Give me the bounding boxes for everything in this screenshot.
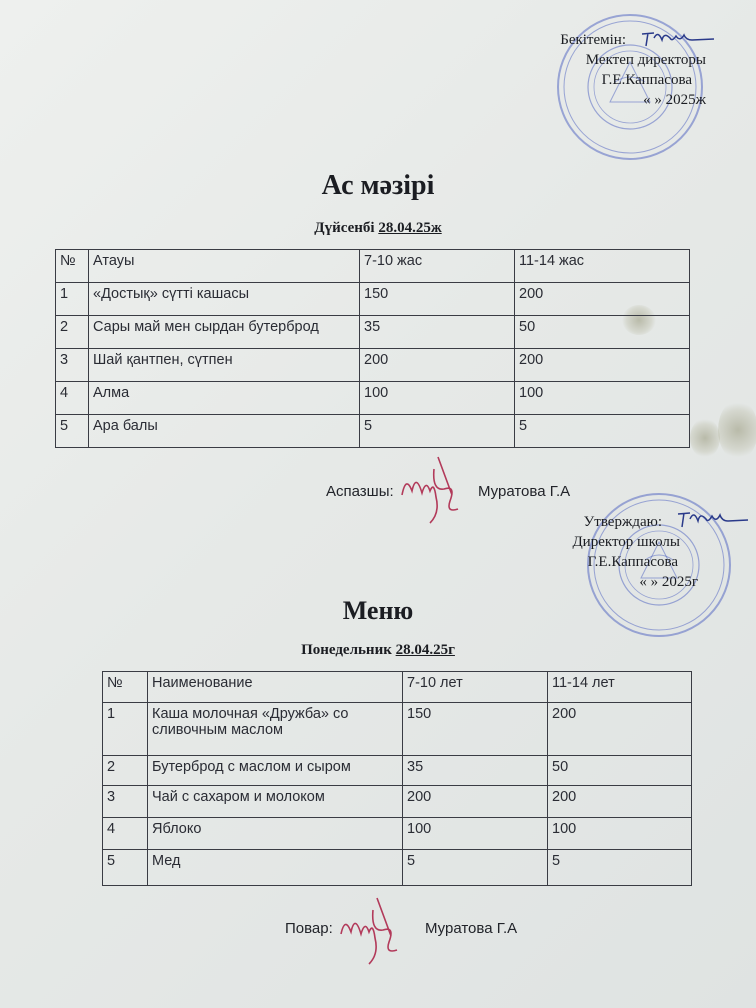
table-cell: 200 [403,786,548,818]
stain [690,418,720,458]
director-signature [640,26,716,50]
table-row [103,818,692,850]
header-cell: 11-14 жас [515,250,690,283]
page-title-ru: Меню [342,596,414,625]
cook-signature [335,894,407,970]
table-cell: Сары май мен сырдан бутерброд [89,316,360,349]
header-cell: № [56,250,89,283]
table-cell: 3 [56,349,89,382]
table-cell: Шай қантпен, сүтпен [89,349,360,382]
cook-name: Муратова Г.А [478,483,571,500]
header-cell: Наименование [148,672,403,703]
table-cell: Чай с сахаром и молоком [148,786,403,818]
table-cell: 1 [103,703,148,756]
table-cell: 150 [403,703,548,756]
table-header-row [103,672,692,703]
table-cell: Алма [89,382,360,415]
approval-label: Бекітемін: [560,32,626,48]
table-cell: 50 [515,316,690,349]
cook-label: Повар: [285,920,333,937]
table-cell: Яблоко [148,818,403,850]
table-cell: 200 [515,283,690,316]
table-cell: 100 [403,818,548,850]
table-row [56,316,690,349]
director-signature [676,506,752,532]
table-cell: 5 [403,850,548,886]
table-cell: 4 [103,818,148,850]
table-cell: 100 [548,818,692,850]
table-cell: 50 [548,756,692,786]
table-cell: 5 [548,850,692,886]
table-cell: 35 [403,756,548,786]
header-cell: № [103,672,148,703]
menu-day-kz [0,220,756,237]
menu-date: 28.04.25ж [378,220,442,236]
table-cell: 200 [548,703,692,756]
menu-date: 28.04.25г [395,642,455,658]
table-row [103,756,692,786]
approval-name: Г.Е.Каппасова [587,554,678,570]
menu-day-ru [0,642,756,659]
table-header-row [56,250,690,283]
day-name: Понедельник [301,642,392,658]
table-cell: 5 [103,850,148,886]
table-cell: 100 [360,382,515,415]
table-cell: 200 [360,349,515,382]
header-cell: 7-10 лет [403,672,548,703]
table-cell: 100 [515,382,690,415]
table-cell: 200 [515,349,690,382]
cook-signature [396,451,472,531]
approval-date-line: « » 2025г [639,574,698,590]
table-cell: Ара балы [89,415,360,448]
table-row [56,382,690,415]
cook-name: Муратова Г.А [425,920,518,937]
approval-name: Г.Е.Каппасова [601,72,692,88]
table-cell: 4 [56,382,89,415]
table-row [56,283,690,316]
header-cell: 7-10 жас [360,250,515,283]
header-cell: Атауы [89,250,360,283]
cook-signature-line-ru [285,920,555,990]
menu-table-ru [102,671,692,886]
table-cell: 2 [103,756,148,786]
table-cell: 5 [515,415,690,448]
table-cell: 2 [56,316,89,349]
menu-table-kz [55,249,690,448]
table-cell: 150 [360,283,515,316]
table-cell: Каша молочная «Дружба» со сливочным маслом [148,703,403,756]
table-cell: «Достық» сүтті кашасы [89,283,360,316]
stain [718,400,756,460]
table-cell: Мед [148,850,403,886]
approval-role: Директор школы [572,534,680,550]
cook-label: Аспазшы: [326,483,394,500]
table-row [56,349,690,382]
table-row [103,703,692,756]
table-cell: 1 [56,283,89,316]
table-cell: Бутерброд с маслом и сыром [148,756,403,786]
approval-label: Утверждаю: [583,514,662,530]
page-title-kz: Ас мәзірі [321,170,435,201]
day-name: Дүйсенбі [314,220,375,236]
table-cell: 5 [56,415,89,448]
approval-date-line: « » 2025ж [643,92,706,108]
table-cell: 200 [548,786,692,818]
approval-role: Мектеп директоры [585,52,706,68]
table-row [103,786,692,818]
table-cell: 3 [103,786,148,818]
table-row [103,850,692,886]
table-row [56,415,690,448]
table-cell: 35 [360,316,515,349]
header-cell: 11-14 лет [548,672,692,703]
table-cell: 5 [360,415,515,448]
